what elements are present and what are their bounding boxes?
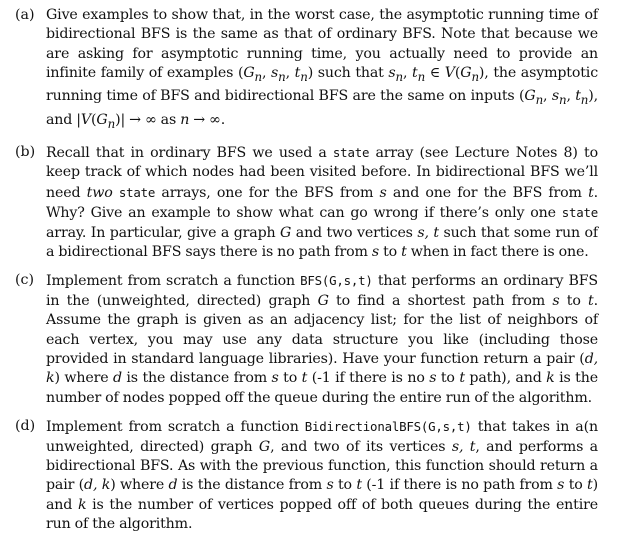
math-symbol: d, k	[46, 350, 598, 387]
math-subscript: n	[395, 70, 403, 85]
math-subscript: n	[535, 93, 544, 108]
math-symbol: V	[80, 111, 92, 128]
problem-a	[0, 6, 628, 134]
math-symbol: t	[294, 65, 301, 82]
problem-text	[46, 6, 598, 134]
text-segment: ,	[543, 88, 552, 105]
text-segment: and two vertices	[291, 224, 418, 241]
text-segment: (-1 if there is no	[307, 370, 430, 387]
math-subscript: n	[580, 93, 589, 108]
math-symbol: s	[371, 243, 380, 260]
text-segment: and one for the BFS from	[386, 184, 589, 201]
text-segment: that performs an ordinary BFS in the (unweighted, directed) graph	[46, 273, 598, 309]
code-token: state	[118, 184, 156, 200]
text-segment: . Why? Give an example to show what can go wrong if there’s only one	[46, 184, 598, 222]
text-segment: to find a shortest path from	[328, 292, 553, 309]
math-symbol: t	[356, 477, 362, 494]
problem-b	[0, 143, 628, 262]
math-symbol: t	[401, 243, 407, 260]
text-segment: array. In particular, give a graph	[46, 224, 281, 241]
emphasis: two	[86, 184, 113, 201]
math-symbol: t	[587, 477, 593, 494]
text-segment: to	[278, 370, 302, 387]
text-segment: is the number of vertices popped off of both queues during the entire run of the algorithm.	[46, 496, 598, 533]
text-segment: ) where	[54, 370, 113, 387]
problem-c	[0, 271, 628, 408]
math-subscript: n	[300, 70, 308, 85]
text-segment: (	[454, 65, 461, 82]
text-segment: ,	[566, 88, 576, 105]
text-segment: is the distance from	[121, 370, 272, 387]
math-symbol: t	[588, 292, 594, 309]
text-segment: to	[436, 370, 460, 387]
text-segment: → ∞.	[189, 111, 226, 128]
math-subscript: n	[558, 93, 567, 108]
math-symbol: t	[575, 88, 581, 105]
math-symbol: s, t	[451, 438, 476, 455]
text-segment: , and performs a bidirectional BFS. As with the previous function, this function should return a pair (	[46, 438, 598, 494]
problem-label: (a)	[15, 7, 35, 23]
math-subscript: n	[254, 70, 262, 85]
math-symbol: t	[588, 184, 594, 201]
math-symbol: t	[459, 370, 465, 387]
problem-label: (c)	[15, 272, 35, 289]
text-segment: is the distance from	[177, 477, 327, 494]
text-segment: ), the asymptotic running time of BFS and bidirectional BFS are the same on inputs (	[46, 65, 598, 105]
problem-label: (d)	[15, 418, 36, 435]
text-segment: Implement from scratch a function	[46, 419, 305, 436]
text-segment: (	[91, 111, 97, 128]
text-segment: ) and	[46, 477, 598, 513]
math-symbol: k	[77, 496, 87, 513]
math-subscript: n	[107, 116, 116, 131]
text-segment: (-1 if there is no path from	[361, 477, 558, 494]
math-symbol: G	[524, 88, 536, 105]
math-symbol: G	[460, 65, 472, 82]
math-symbol: s	[429, 370, 437, 387]
text-segment: to	[333, 477, 357, 494]
math-symbol: G	[317, 292, 329, 309]
text-segment: array (see Lecture Notes 8) to keep track of which nodes had been visited before. In bidirectional BFS we’ll need	[46, 144, 598, 201]
math-symbol: s	[557, 477, 565, 494]
text-segment: when in fact there is one.	[406, 243, 589, 260]
text-segment: . Assume the graph is given as an adjacency list; for the list of neighbors of each vertex, you may use any data structure you like (including those provided in standard language libraries). Have your function return a pair (	[46, 292, 598, 367]
text-segment: to	[559, 292, 589, 309]
text-segment: ,	[285, 65, 295, 82]
math-symbol: G	[280, 224, 292, 241]
code-token: state	[332, 144, 370, 160]
code-token: BFS(G,s,t)	[300, 273, 373, 289]
text-segment: to	[379, 243, 402, 260]
text-segment: )| → ∞ as	[115, 111, 181, 128]
text-segment: such that some run of a bidirectional BFS says there is no path from	[46, 224, 598, 260]
math-symbol: t	[301, 370, 308, 387]
problem-label: (b)	[15, 143, 36, 160]
math-subscript: n	[278, 70, 286, 85]
math-symbol: n	[180, 111, 190, 128]
math-symbol: s	[379, 184, 387, 201]
text-segment: ∈	[425, 65, 445, 82]
math-symbol: G	[258, 438, 271, 455]
math-symbol: s	[326, 477, 334, 494]
code-token: state	[561, 205, 598, 221]
math-symbol: d	[112, 370, 122, 387]
text-segment: Give examples to show that, in the worst case, the asymptotic running time of bidirectional BFS is the same as that of ordinary BFS. Note that because we are asking for asymptotic running time, you actually need to provide an infinite family of examples (	[46, 7, 598, 82]
problem-text	[46, 271, 598, 408]
math-symbol: s	[271, 65, 279, 82]
math-symbol: k	[546, 370, 555, 387]
math-symbol: d	[168, 477, 178, 494]
text-segment: ) where	[110, 477, 169, 494]
text-segment: that takes in a(n unweighted, directed) graph	[46, 419, 598, 455]
math-symbol: V	[444, 65, 455, 82]
problem-d	[0, 417, 628, 534]
text-segment: , and two of its vertices	[270, 438, 452, 455]
math-symbol: s	[551, 88, 559, 105]
text-segment: ,	[403, 65, 413, 82]
text-segment: ) such that	[307, 65, 389, 82]
text-segment: Recall that in ordinary BFS we used a	[46, 144, 333, 161]
problem-list	[0, 6, 628, 544]
math-symbol: s	[552, 292, 560, 309]
math-symbol: G	[243, 65, 255, 82]
text-segment: to	[564, 477, 588, 494]
text-segment: is the number of nodes popped off the queue during the entire run of the algorithm.	[46, 370, 598, 406]
problem-text	[46, 417, 598, 534]
math-symbol: G	[96, 111, 108, 128]
text-segment: path), and	[464, 370, 547, 387]
text-segment: Implement from scratch a function	[46, 273, 301, 290]
problem-text	[46, 143, 598, 262]
math-symbol: d, k	[84, 477, 111, 494]
math-symbol: s	[271, 370, 279, 387]
code-token: BidirectionalBFS(G,s,t)	[304, 419, 472, 435]
text-segment: ,	[262, 65, 272, 82]
text-segment: arrays, one for the BFS from	[155, 184, 380, 201]
math-subscript: n	[471, 70, 479, 85]
math-symbol: s	[388, 65, 396, 82]
text-segment: ), and |	[46, 88, 599, 128]
math-subscript: n	[417, 70, 426, 85]
math-symbol: s, t	[417, 224, 439, 241]
math-symbol: t	[412, 65, 418, 82]
